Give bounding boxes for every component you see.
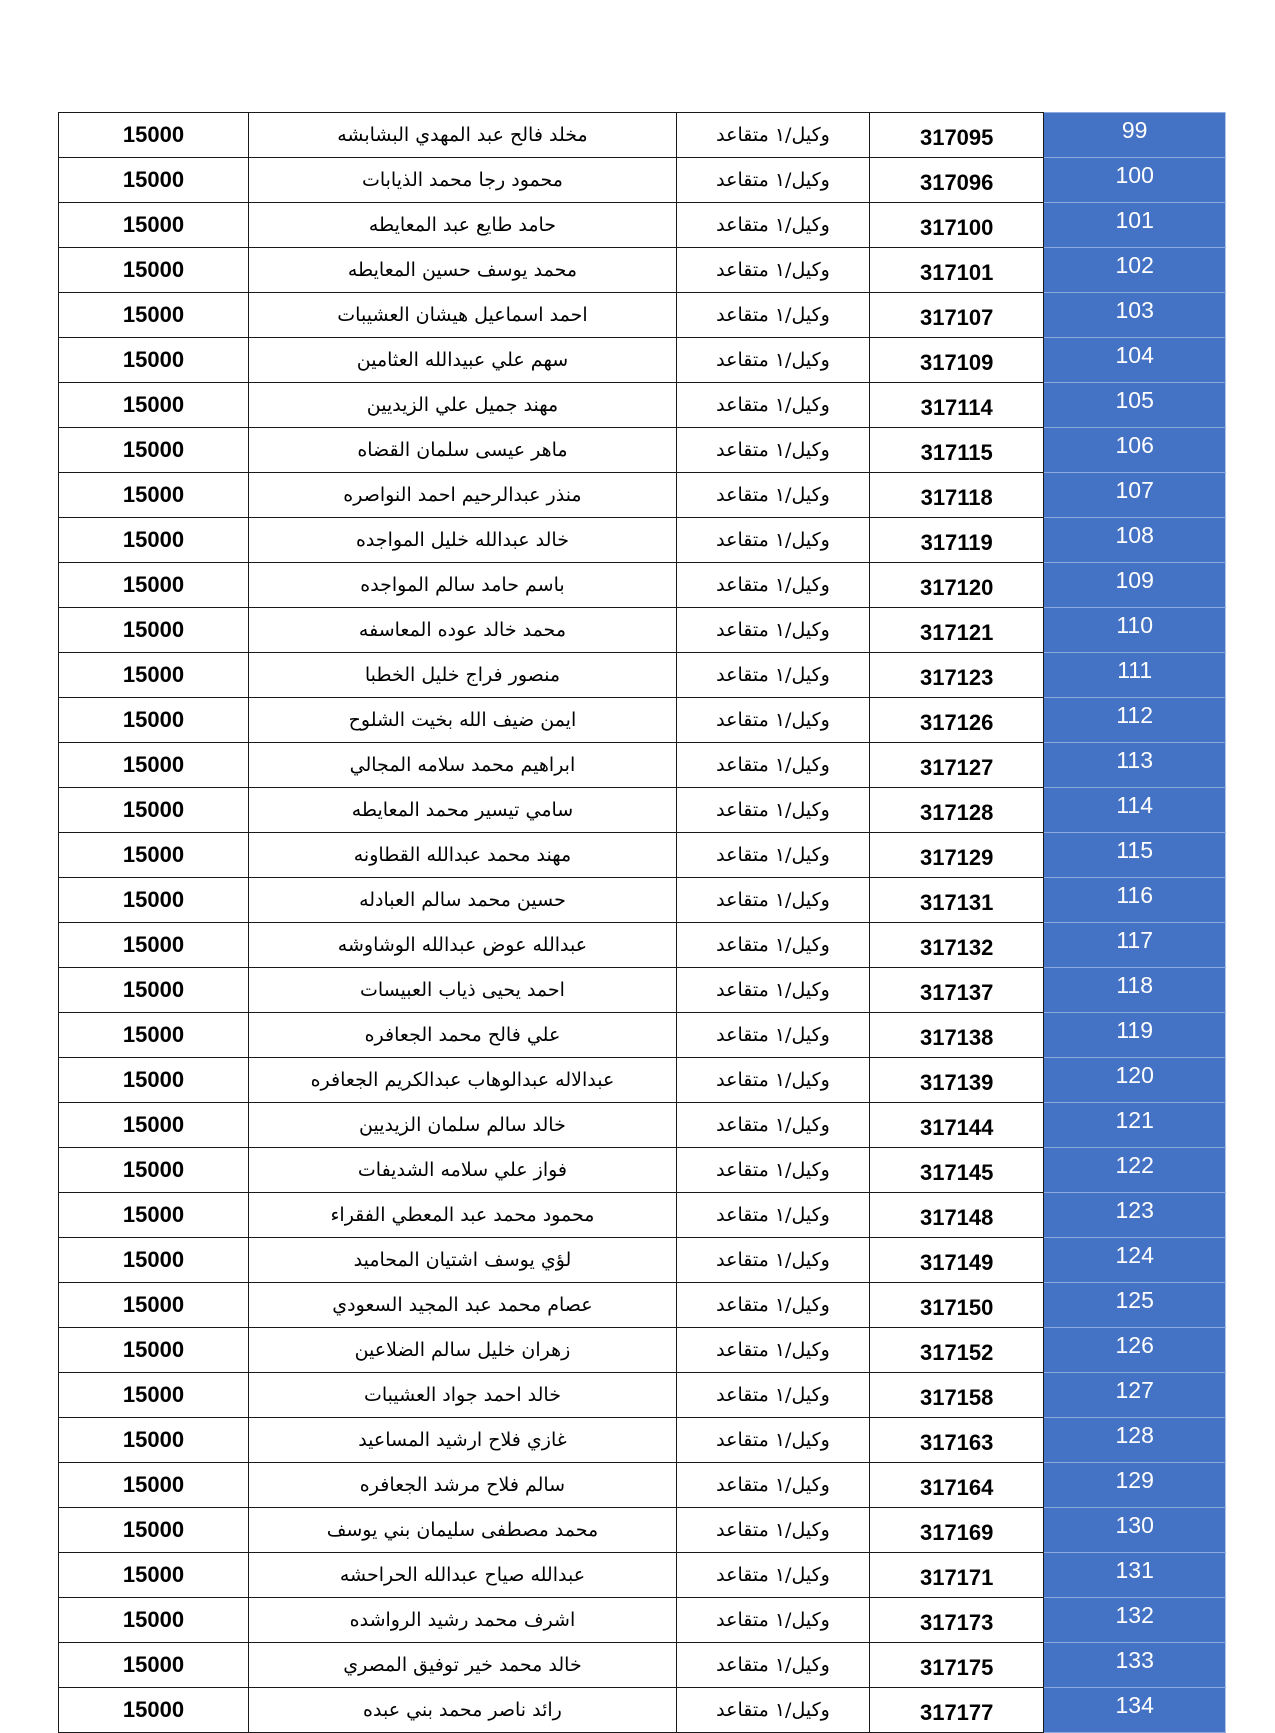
table-row <box>59 1238 1226 1283</box>
code-cell: 317114 <box>870 383 1044 428</box>
name-cell: عصام محمد عبد المجيد السعودي <box>248 1283 676 1328</box>
row-number-cell: 120 <box>1044 1058 1226 1103</box>
row-number-cell: 116 <box>1044 878 1226 923</box>
row-number-cell: 112 <box>1044 698 1226 743</box>
row-number-cell: 103 <box>1044 293 1226 338</box>
name-cell: اشرف محمد رشيد الرواشده <box>248 1598 676 1643</box>
code-cell: 317129 <box>870 833 1044 878</box>
name-cell: محمد مصطفى سليمان بني يوسف <box>248 1508 676 1553</box>
amount-cell: 15000 <box>59 968 249 1013</box>
role-cell: وكيل/١ متقاعد <box>676 248 869 293</box>
name-cell: لؤي يوسف اشتيان المحاميد <box>248 1238 676 1283</box>
row-number-cell: 118 <box>1044 968 1226 1013</box>
name-cell: مهند جميل علي الزيديين <box>248 383 676 428</box>
name-cell: احمد يحيى ذياب العبيسات <box>248 968 676 1013</box>
code-cell: 317164 <box>870 1463 1044 1508</box>
code-cell: 317137 <box>870 968 1044 1013</box>
amount-cell: 15000 <box>59 203 249 248</box>
amount-cell: 15000 <box>59 518 249 563</box>
code-cell: 317175 <box>870 1643 1044 1688</box>
amount-cell: 15000 <box>59 608 249 653</box>
amount-cell: 15000 <box>59 833 249 878</box>
row-number-cell: 131 <box>1044 1553 1226 1598</box>
name-cell: منذر عبدالرحيم احمد النواصره <box>248 473 676 518</box>
table-row <box>59 1418 1226 1463</box>
name-cell: عبدالله صياح عبدالله الحراحشه <box>248 1553 676 1598</box>
row-number-cell: 119 <box>1044 1013 1226 1058</box>
role-cell: وكيل/١ متقاعد <box>676 1058 869 1103</box>
role-cell: وكيل/١ متقاعد <box>676 1013 869 1058</box>
row-number-cell: 133 <box>1044 1643 1226 1688</box>
code-cell: 317145 <box>870 1148 1044 1193</box>
code-cell: 317132 <box>870 923 1044 968</box>
role-cell: وكيل/١ متقاعد <box>676 1598 869 1643</box>
table-row <box>59 923 1226 968</box>
role-cell: وكيل/١ متقاعد <box>676 743 869 788</box>
table-row <box>59 1103 1226 1148</box>
role-cell: وكيل/١ متقاعد <box>676 1193 869 1238</box>
name-cell: ابراهيم محمد سلامه المجالي <box>248 743 676 788</box>
row-number-cell: 115 <box>1044 833 1226 878</box>
amount-cell: 15000 <box>59 1418 249 1463</box>
code-cell: 317171 <box>870 1553 1044 1598</box>
row-number-cell: 113 <box>1044 743 1226 788</box>
amount-cell: 15000 <box>59 653 249 698</box>
role-cell: وكيل/١ متقاعد <box>676 1508 869 1553</box>
code-cell: 317107 <box>870 293 1044 338</box>
name-cell: باسم حامد سالم المواجده <box>248 563 676 608</box>
table-row <box>59 1013 1226 1058</box>
code-cell: 317118 <box>870 473 1044 518</box>
amount-cell: 15000 <box>59 1148 249 1193</box>
row-number-cell: 124 <box>1044 1238 1226 1283</box>
role-cell: وكيل/١ متقاعد <box>676 1643 869 1688</box>
amount-cell: 15000 <box>59 473 249 518</box>
row-number-cell: 125 <box>1044 1283 1226 1328</box>
table-row <box>59 1463 1226 1508</box>
name-cell: حامد طايع عبد المعايطه <box>248 203 676 248</box>
role-cell: وكيل/١ متقاعد <box>676 203 869 248</box>
table-row <box>59 1058 1226 1103</box>
amount-cell: 15000 <box>59 428 249 473</box>
code-cell: 317115 <box>870 428 1044 473</box>
role-cell: وكيل/١ متقاعد <box>676 833 869 878</box>
table-row <box>59 1553 1226 1598</box>
code-cell: 317152 <box>870 1328 1044 1373</box>
table-row <box>59 788 1226 833</box>
row-number-cell: 129 <box>1044 1463 1226 1508</box>
row-number-cell: 104 <box>1044 338 1226 383</box>
code-cell: 317149 <box>870 1238 1044 1283</box>
row-number-cell: 114 <box>1044 788 1226 833</box>
name-cell: محمود رجا محمد الذيابات <box>248 158 676 203</box>
name-cell: رائد ناصر محمد بني عبده <box>248 1688 676 1733</box>
row-number-cell: 123 <box>1044 1193 1226 1238</box>
table-row <box>59 1193 1226 1238</box>
table-row <box>59 1328 1226 1373</box>
code-cell: 317120 <box>870 563 1044 608</box>
code-cell: 317101 <box>870 248 1044 293</box>
table-row <box>59 518 1226 563</box>
table-row <box>59 743 1226 788</box>
table-row <box>59 473 1226 518</box>
amount-cell: 15000 <box>59 1328 249 1373</box>
code-cell: 317131 <box>870 878 1044 923</box>
name-cell: محمود محمد عبد المعطي الفقراء <box>248 1193 676 1238</box>
table-row <box>59 1148 1226 1193</box>
role-cell: وكيل/١ متقاعد <box>676 383 869 428</box>
row-number-cell: 111 <box>1044 653 1226 698</box>
code-cell: 317173 <box>870 1598 1044 1643</box>
row-number-cell: 102 <box>1044 248 1226 293</box>
personnel-table <box>58 112 1226 1733</box>
amount-cell: 15000 <box>59 1058 249 1103</box>
name-cell: سهم علي عبيدالله العثامين <box>248 338 676 383</box>
table-row <box>59 608 1226 653</box>
name-cell: علي فالح محمد الجعافره <box>248 1013 676 1058</box>
row-number-cell: 134 <box>1044 1688 1226 1733</box>
amount-cell: 15000 <box>59 248 249 293</box>
amount-cell: 15000 <box>59 1643 249 1688</box>
name-cell: خالد عبدالله خليل المواجده <box>248 518 676 563</box>
row-number-cell: 99 <box>1044 113 1226 158</box>
row-number-cell: 105 <box>1044 383 1226 428</box>
role-cell: وكيل/١ متقاعد <box>676 473 869 518</box>
name-cell: سامي تيسير محمد المعايطه <box>248 788 676 833</box>
name-cell: خالد سالم سلمان الزيديين <box>248 1103 676 1148</box>
role-cell: وكيل/١ متقاعد <box>676 1283 869 1328</box>
code-cell: 317119 <box>870 518 1044 563</box>
name-cell: احمد اسماعيل هيشان العشيبات <box>248 293 676 338</box>
table-row <box>59 1643 1226 1688</box>
name-cell: زهران خليل سالم الضلاعين <box>248 1328 676 1373</box>
code-cell: 317127 <box>870 743 1044 788</box>
role-cell: وكيل/١ متقاعد <box>676 1238 869 1283</box>
name-cell: محمد خالد عوده المعاسفه <box>248 608 676 653</box>
code-cell: 317109 <box>870 338 1044 383</box>
code-cell: 317163 <box>870 1418 1044 1463</box>
amount-cell: 15000 <box>59 878 249 923</box>
amount-cell: 15000 <box>59 1193 249 1238</box>
role-cell: وكيل/١ متقاعد <box>676 1418 869 1463</box>
row-number-cell: 109 <box>1044 563 1226 608</box>
role-cell: وكيل/١ متقاعد <box>676 1463 869 1508</box>
row-number-cell: 106 <box>1044 428 1226 473</box>
table-row <box>59 1508 1226 1553</box>
amount-cell: 15000 <box>59 158 249 203</box>
code-cell: 317126 <box>870 698 1044 743</box>
amount-cell: 15000 <box>59 1238 249 1283</box>
name-cell: مخلد فالح عبد المهدي البشابشه <box>248 113 676 158</box>
table-row <box>59 203 1226 248</box>
code-cell: 317144 <box>870 1103 1044 1148</box>
role-cell: وكيل/١ متقاعد <box>676 518 869 563</box>
name-cell: عبدالاله عبدالوهاب عبدالكريم الجعافره <box>248 1058 676 1103</box>
name-cell: ايمن ضيف الله بخيت الشلوح <box>248 698 676 743</box>
row-number-cell: 108 <box>1044 518 1226 563</box>
role-cell: وكيل/١ متقاعد <box>676 698 869 743</box>
amount-cell: 15000 <box>59 1013 249 1058</box>
code-cell: 317095 <box>870 113 1044 158</box>
table-row <box>59 383 1226 428</box>
row-number-cell: 107 <box>1044 473 1226 518</box>
name-cell: غازي فلاح ارشيد المساعيد <box>248 1418 676 1463</box>
code-cell: 317123 <box>870 653 1044 698</box>
name-cell: خالد محمد خير توفيق المصري <box>248 1643 676 1688</box>
code-cell: 317100 <box>870 203 1044 248</box>
table-body <box>59 113 1226 1733</box>
role-cell: وكيل/١ متقاعد <box>676 1688 869 1733</box>
code-cell: 317177 <box>870 1688 1044 1733</box>
code-cell: 317150 <box>870 1283 1044 1328</box>
name-cell: سالم فلاح مرشد الجعافره <box>248 1463 676 1508</box>
table-row <box>59 833 1226 878</box>
row-number-cell: 132 <box>1044 1598 1226 1643</box>
name-cell: محمد يوسف حسين المعايطه <box>248 248 676 293</box>
amount-cell: 15000 <box>59 563 249 608</box>
role-cell: وكيل/١ متقاعد <box>676 788 869 833</box>
role-cell: وكيل/١ متقاعد <box>676 968 869 1013</box>
table-row <box>59 113 1226 158</box>
code-cell: 317096 <box>870 158 1044 203</box>
role-cell: وكيل/١ متقاعد <box>676 563 869 608</box>
role-cell: وكيل/١ متقاعد <box>676 923 869 968</box>
table-row <box>59 1373 1226 1418</box>
amount-cell: 15000 <box>59 293 249 338</box>
amount-cell: 15000 <box>59 1283 249 1328</box>
amount-cell: 15000 <box>59 1508 249 1553</box>
table-row <box>59 1598 1226 1643</box>
amount-cell: 15000 <box>59 1103 249 1148</box>
role-cell: وكيل/١ متقاعد <box>676 158 869 203</box>
table-row <box>59 158 1226 203</box>
role-cell: وكيل/١ متقاعد <box>676 1148 869 1193</box>
code-cell: 317121 <box>870 608 1044 653</box>
table-row <box>59 248 1226 293</box>
code-cell: 317138 <box>870 1013 1044 1058</box>
role-cell: وكيل/١ متقاعد <box>676 1103 869 1148</box>
role-cell: وكيل/١ متقاعد <box>676 608 869 653</box>
table-row <box>59 293 1226 338</box>
name-cell: ماهر عيسى سلمان القضاه <box>248 428 676 473</box>
table-row <box>59 968 1226 1013</box>
role-cell: وكيل/١ متقاعد <box>676 653 869 698</box>
role-cell: وكيل/١ متقاعد <box>676 338 869 383</box>
amount-cell: 15000 <box>59 743 249 788</box>
amount-cell: 15000 <box>59 1553 249 1598</box>
code-cell: 317169 <box>870 1508 1044 1553</box>
role-cell: وكيل/١ متقاعد <box>676 1373 869 1418</box>
code-cell: 317158 <box>870 1373 1044 1418</box>
row-number-cell: 117 <box>1044 923 1226 968</box>
row-number-cell: 100 <box>1044 158 1226 203</box>
table-row <box>59 878 1226 923</box>
code-cell: 317128 <box>870 788 1044 833</box>
table-row <box>59 698 1226 743</box>
row-number-cell: 127 <box>1044 1373 1226 1418</box>
row-number-cell: 110 <box>1044 608 1226 653</box>
table-row <box>59 338 1226 383</box>
code-cell: 317148 <box>870 1193 1044 1238</box>
row-number-cell: 122 <box>1044 1148 1226 1193</box>
amount-cell: 15000 <box>59 1463 249 1508</box>
name-cell: عبدالله عوض عبدالله الوشاوشه <box>248 923 676 968</box>
role-cell: وكيل/١ متقاعد <box>676 1328 869 1373</box>
table-row <box>59 1283 1226 1328</box>
name-cell: منصور فراج خليل الخطبا <box>248 653 676 698</box>
role-cell: وكيل/١ متقاعد <box>676 293 869 338</box>
amount-cell: 15000 <box>59 1688 249 1733</box>
amount-cell: 15000 <box>59 1598 249 1643</box>
table-row <box>59 1688 1226 1733</box>
amount-cell: 15000 <box>59 113 249 158</box>
role-cell: وكيل/١ متقاعد <box>676 113 869 158</box>
amount-cell: 15000 <box>59 923 249 968</box>
name-cell: خالد احمد جواد العشيبات <box>248 1373 676 1418</box>
table-row <box>59 653 1226 698</box>
table-row <box>59 563 1226 608</box>
role-cell: وكيل/١ متقاعد <box>676 1553 869 1598</box>
row-number-cell: 126 <box>1044 1328 1226 1373</box>
row-number-cell: 121 <box>1044 1103 1226 1148</box>
table-row <box>59 428 1226 473</box>
row-number-cell: 130 <box>1044 1508 1226 1553</box>
amount-cell: 15000 <box>59 383 249 428</box>
amount-cell: 15000 <box>59 788 249 833</box>
name-cell: حسين محمد سالم العبادله <box>248 878 676 923</box>
name-cell: مهند محمد عبدالله القطاونه <box>248 833 676 878</box>
role-cell: وكيل/١ متقاعد <box>676 428 869 473</box>
row-number-cell: 128 <box>1044 1418 1226 1463</box>
name-cell: فواز علي سلامه الشديفات <box>248 1148 676 1193</box>
amount-cell: 15000 <box>59 338 249 383</box>
code-cell: 317139 <box>870 1058 1044 1103</box>
amount-cell: 15000 <box>59 1373 249 1418</box>
amount-cell: 15000 <box>59 698 249 743</box>
row-number-cell: 101 <box>1044 203 1226 248</box>
role-cell: وكيل/١ متقاعد <box>676 878 869 923</box>
